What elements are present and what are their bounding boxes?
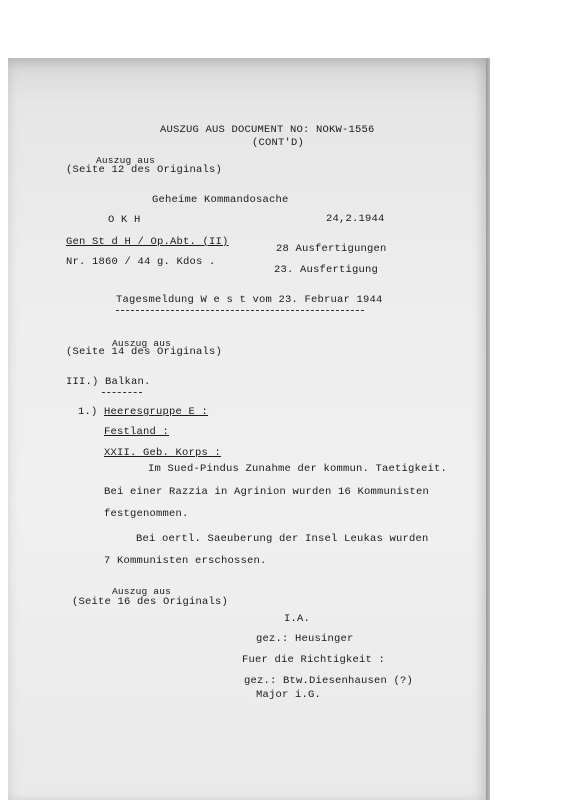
classification: Geheime Kommandosache	[152, 194, 289, 206]
signature-heusinger: gez.: Heusinger	[256, 633, 354, 645]
excerpt-label-2: Auszug aus	[112, 338, 172, 349]
reference-number: Nr. 1860 / 44 g. Kdos .	[66, 256, 216, 268]
report-line-2: Bei einer Razzia in Agrinion wurden 16 Kommunisten	[104, 486, 430, 498]
excerpt-label-1: Auszug aus	[96, 155, 156, 166]
report-line-5: 7 Kommunisten erschossen.	[104, 555, 267, 567]
excerpt-source-3: (Seite 16 des Originals)	[72, 596, 229, 608]
copy-number: 23. Ausfertigung	[274, 264, 379, 276]
army-group: Heeresgruppe E :	[104, 406, 209, 418]
sender-office: Gen St d H / Op.Abt. (II)	[66, 236, 229, 248]
report-line-4: Bei oertl. Saeuberung der Insel Leukas wurden	[136, 533, 429, 545]
report-title: Tagesmeldung W e s t vom 23. Februar 1944	[116, 294, 383, 306]
certification-label: Fuer die Richtigkeit :	[242, 654, 386, 666]
signature-rank: Major i.G.	[256, 689, 322, 701]
festland-heading: Festland :	[104, 426, 170, 438]
report-line-3: festgenommen.	[104, 508, 189, 520]
document-cont: (CONT'D)	[252, 137, 305, 149]
sender-date: 24,2.1944	[326, 213, 385, 225]
subsection-number: 1.)	[78, 406, 98, 418]
corps-heading: XXII. Geb. Korps :	[104, 447, 222, 459]
section-balkan: III.) Balkan.	[66, 376, 151, 388]
report-line-1: Im Sued-Pindus Zunahme der kommun. Taetigkeit.	[148, 463, 448, 475]
document-title: AUSZUG AUS DOCUMENT NO: NOKW-1556	[160, 124, 375, 136]
excerpt-source-2: (Seite 14 des Originals)	[66, 346, 223, 358]
signature-ia: I.A.	[284, 613, 311, 625]
excerpt-source-1: (Seite 12 des Originals)	[66, 164, 223, 176]
copies-total: 28 Ausfertigungen	[276, 243, 387, 255]
signature-diesenhausen: gez.: Btw.Diesenhausen (?)	[244, 675, 414, 687]
excerpt-label-3: Auszug aus	[112, 586, 172, 597]
report-title-underline	[116, 310, 364, 311]
sender-okh: O K H	[108, 214, 141, 226]
section-balkan-underline	[102, 392, 142, 393]
sheet-edge	[486, 58, 490, 800]
